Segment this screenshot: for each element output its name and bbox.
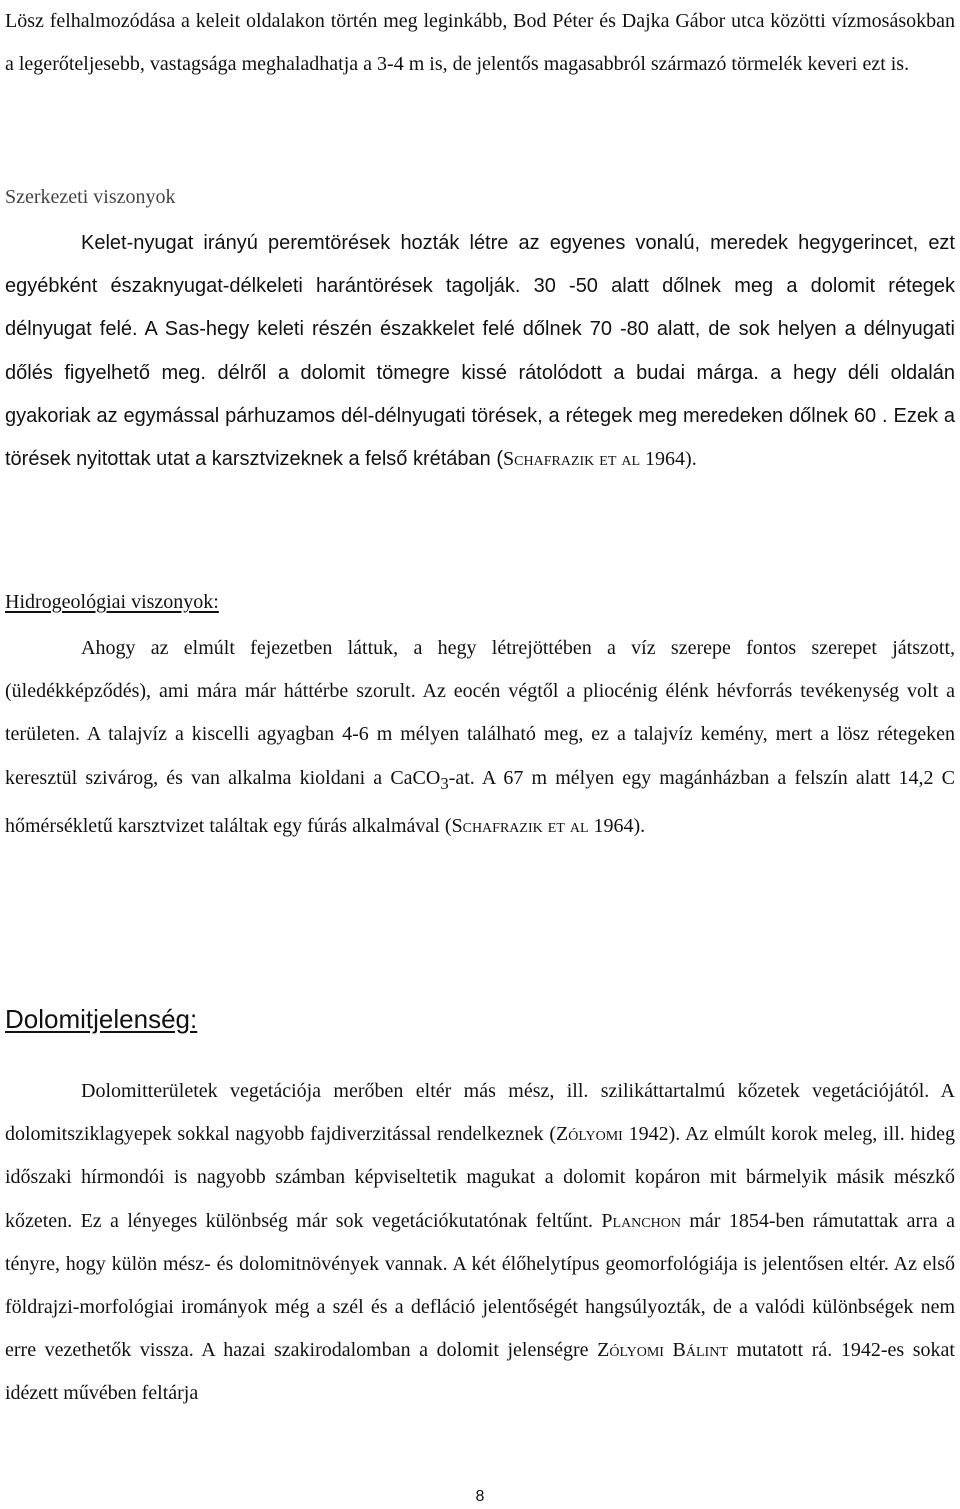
dolomite-name-planchon: Planchon xyxy=(601,1209,681,1232)
hydro-text: Ahogy az elmúlt fejezetben láttuk, a hegy létrejöttében a víz szerepe fontos szerepet játszott, (üledékképződés), ami mára már háttérbe szorult. Az eocén végtől a pliocénig élénk hévforrás tevékenység volt a területen. A talajvíz a kiscelli agyagban 4-6 m mélyen található meg, ez a talajvíz kemény, mert a lösz rétegeken keresztül szivárog, és van alkalma kioldani a CaCO xyxy=(5,637,955,789)
dolomite-text-b: ). Az elmúlt korok meleg, ill. hideg időszaki hírmondói is nagyobb számban képviseltetik magukat a dolomit kopáron mit bármelyik másik mészkő kőzeten. Ez a lényeges különbség már sok vegetációkutatónak feltűnt. xyxy=(5,1123,955,1232)
hydro-subscript: 3 xyxy=(440,773,449,793)
dolomite-heading: Dolomitjelenség: xyxy=(5,1004,198,1034)
structure-heading: Szerkezeti viszonyok xyxy=(5,186,176,208)
page-number: 8 xyxy=(475,1488,485,1505)
dolomite-text-d: mutatott rá. 1942-es sokat idézett művében feltárja xyxy=(5,1339,955,1405)
intro-text: Lösz felhalmozódása a keleit oldalakon történ meg leginkább, Bod Péter és Dajka Gábor utca közötti vízmosásokban a legerőteljesebb, vastagsága meghaladhatja a 3-4 m is, de jelentős magasabbról származó törmelék keveri ezt is. xyxy=(5,10,955,76)
dolomite-paragraph xyxy=(5,1070,955,1416)
hydro-text-continued: -at. A 67 m mélyen egy magánházban a felszín alatt 14,2 C hőmérsékletű karsztvizet találtak egy fúrás alkalmával ( xyxy=(5,766,956,837)
structure-text: Kelet-nyugat irányú peremtörések hozták létre az egyenes vonalú, meredek hegygerincet, ezt egyébként északnyugat-délkeleti harántörések tagolják. 30 -50 alatt dőlnek meg a dolomit rétegek délnyugat felé. A Sas-hegy keleti részén északkelet felé dőlnek 70 -80 alatt, de sok helyen a délnyugati dőlés figyelhető meg. délről a dolomit tömegre kissé rátolódott a budai márga. a hegy déli oldalán gyakoriak az egymással párhuzamos dél-délnyugati törések, a rétegek meg meredeken dőlnek 60 . Ezek a törések nyitottak utat a karsztvizeknek a felső krétában ( xyxy=(5,232,955,471)
structure-citation-author: Schafrazik et al xyxy=(503,448,641,471)
dolomite-name-zolyomi: Zólyomi Bálint xyxy=(597,1339,728,1362)
structure-paragraph xyxy=(5,222,955,481)
hydro-paragraph xyxy=(5,627,955,848)
structure-citation-year: 1964). xyxy=(640,448,697,471)
dolomite-citation-author: Zólyomi xyxy=(556,1123,623,1146)
dolomite-text: Dolomitterületek vegetációja merőben eltér más mész, ill. szilikáttartalmú kőzetek vegetációjától. A dolomitsziklagyepek sokkal nagyobb fajdiverzitással rendelkeznek ( xyxy=(5,1080,955,1146)
dolomite-citation-year: 1942 xyxy=(622,1123,669,1146)
hydro-citation-year: 1964). xyxy=(588,814,646,837)
hydro-heading: Hidrogeológiai viszonyok: xyxy=(5,591,219,613)
intro-paragraph xyxy=(5,0,955,86)
dolomite-text-c: már 1854-ben rámutattak arra a tényre, hogy külön mész- és dolomitnövények vannak. A két élőhelytípus geomorfológiája is jelentősen eltér. Az első földrajzi-morfológiai irományok még a szél és a defláció jelentőségét hangsúlyozták, de a valódi különbségek nem erre vezethetők vissza. A hazai szakirodalomban a dolomit jelenségre xyxy=(5,1209,955,1362)
hydro-citation-author: Schafrazik et al xyxy=(451,814,589,837)
